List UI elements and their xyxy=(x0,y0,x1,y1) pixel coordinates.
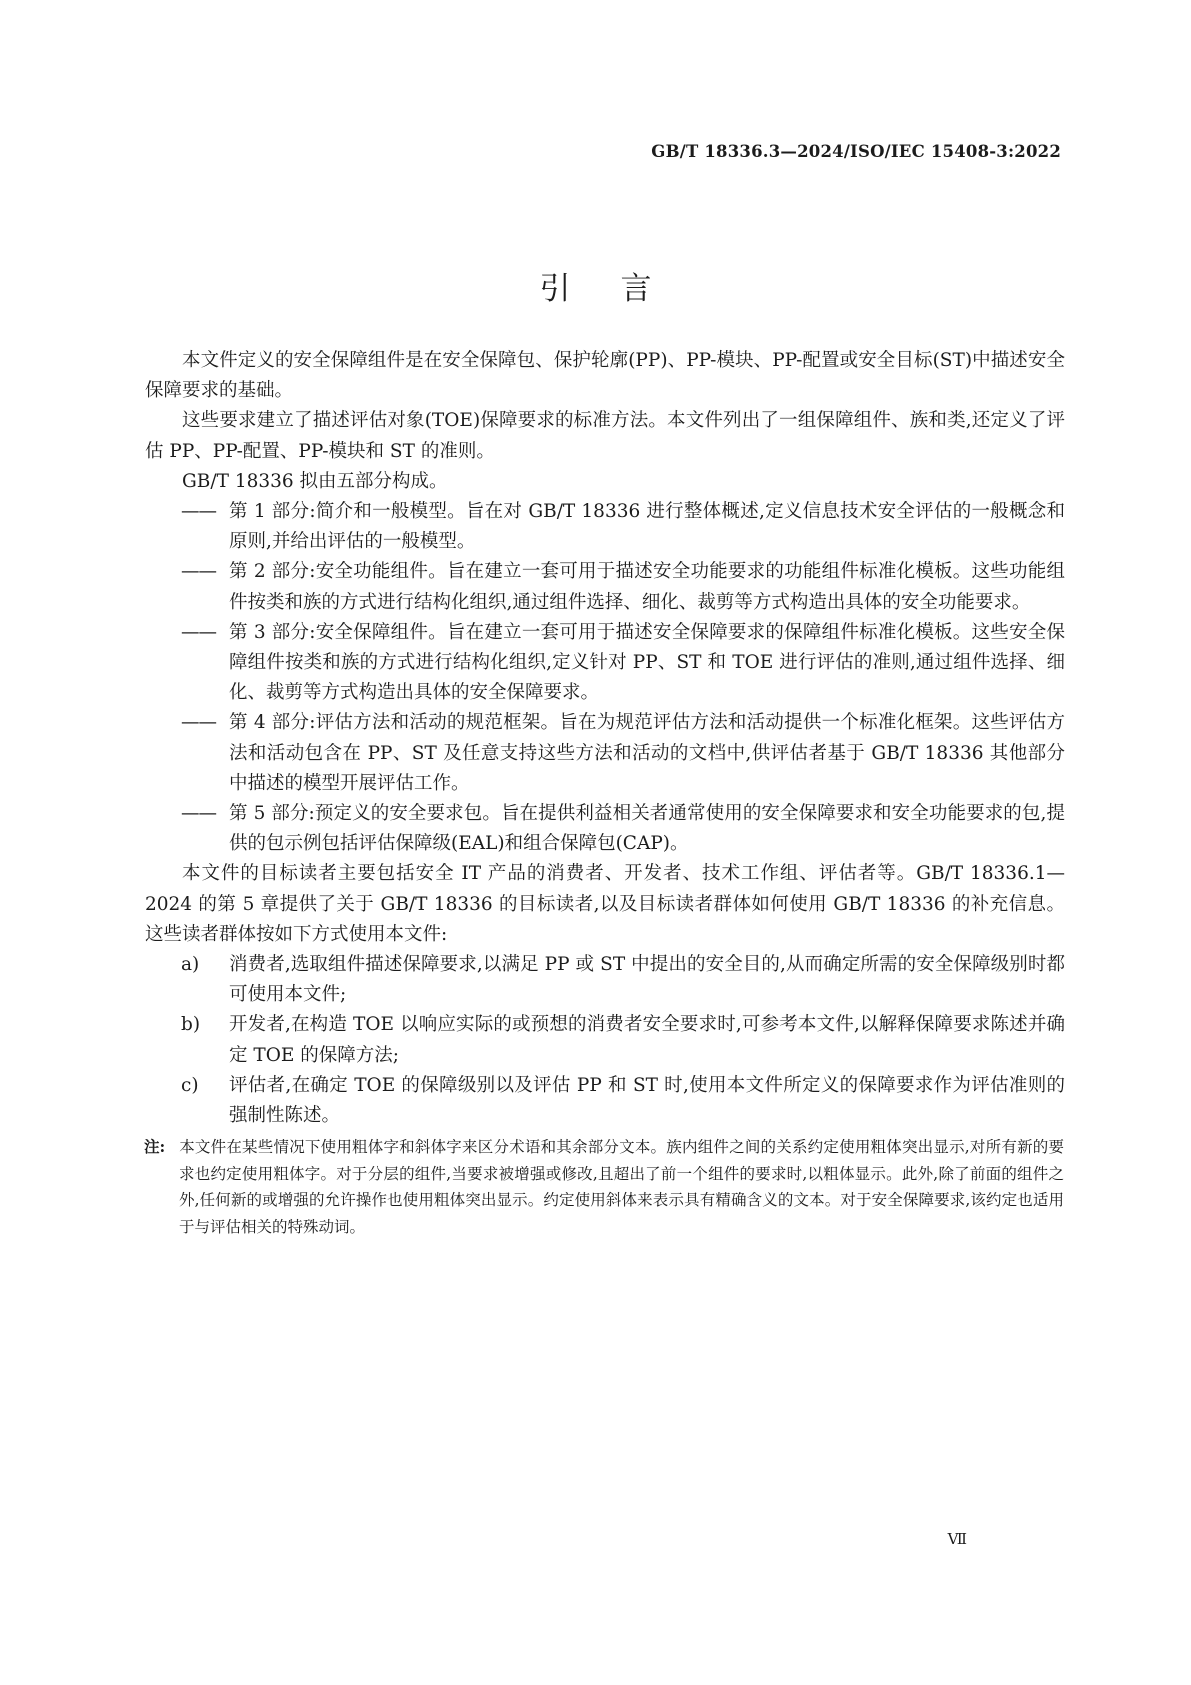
list-item-text: 第 5 部分:预定义的安全要求包。旨在提供利益相关者通常使用的安全保障要求和安全功能要求的包,提供的包示例包括评估保障级(EAL)和组合保障包(CAP)。 xyxy=(229,803,1065,855)
introduction-body xyxy=(145,346,1065,1131)
paragraph-intro-1: 本文件定义的安全保障组件是在安全保障包、保护轮廓(PP)、PP-模块、PP-配置或安全目标(ST)中描述安全保障要求的基础。 xyxy=(145,350,1065,402)
note-block xyxy=(144,1134,1064,1240)
list-marker: b) xyxy=(181,1014,201,1036)
note-text: 本文件在某些情况下使用粗体字和斜体字来区分术语和其余部分文本。族内组件之间的关系约定使用粗体突出显示,对所有新的要求也约定使用粗体字。对于分层的组件,当要求被增强或修改,且超出了前一个组件的要求时,以粗体显示。此外,除了前面的组件之外,任何新的或增强的允许操作也使用粗体突出显示。约定使用斜体来表示具有精确含义的文本。对于安全保障要求,该约定也适用于与评估相关的特殊动词。 xyxy=(179,1138,1064,1236)
list-item xyxy=(145,497,1065,557)
dash-marker: —— xyxy=(181,501,216,523)
list-item-text: 第 4 部分:评估方法和活动的规范框架。旨在为规范评估方法和活动提供一个标准化框架。这些评估方法和活动包含在 PP、ST 及任意支持这些方法和活动的文档中,供评估者基于 GB/T 18336 其他部分中描述的模型开展评估工作。 xyxy=(229,712,1065,794)
dash-marker: —— xyxy=(181,561,216,583)
page-number: Ⅶ xyxy=(947,1530,967,1548)
note-label: 注: xyxy=(144,1137,166,1156)
paragraph-intro-2: 这些要求建立了描述评估对象(TOE)保障要求的标准方法。本文件列出了一组保障组件、族和类,还定义了评估 PP、PP-配置、PP-模块和 ST 的准则。 xyxy=(145,410,1065,462)
list-item xyxy=(145,557,1065,617)
audience-list xyxy=(145,950,1065,1131)
list-item-text: 第 2 部分:安全功能组件。旨在建立一套可用于描述安全功能要求的功能组件标准化模板。这些功能组件按类和族的方式进行结构化组织,通过组件选择、细化、裁剪等方式构造出具体的安全功能要求。 xyxy=(229,561,1065,613)
dash-marker: —— xyxy=(181,803,216,825)
list-marker: c) xyxy=(181,1074,199,1096)
list-item xyxy=(145,1071,1065,1131)
list-item-text: 第 3 部分:安全保障组件。旨在建立一套可用于描述安全保障要求的保障组件标准化模板。这些安全保障组件按类和族的方式进行结构化组织,定义针对 PP、ST 和 TOE 进行评估的准则,通过组件选择、细化、裁剪等方式构造出具体的安全保障要求。 xyxy=(229,621,1065,704)
paragraph-intro-3: GB/T 18336 拟由五部分构成。 xyxy=(182,470,448,492)
list-item xyxy=(145,950,1065,1010)
page-title: 引言 xyxy=(539,270,702,307)
standard-number-header: GB/T 18336.3—2024/ISO/IEC 15408-3:2022 xyxy=(651,142,1061,161)
dash-marker: —— xyxy=(181,621,216,643)
list-item xyxy=(145,1010,1065,1070)
list-item xyxy=(145,618,1065,709)
parts-list xyxy=(145,497,1065,859)
list-item-text: 消费者,选取组件描述保障要求,以满足 PP 或 ST 中提出的安全目的,从而确定所需的安全保障级别时都可使用本文件; xyxy=(229,954,1065,1006)
list-item-text: 第 1 部分:简介和一般模型。旨在对 GB/T 18336 进行整体概述,定义信息技术安全评估的一般概念和原则,并给出评估的一般模型。 xyxy=(229,501,1065,553)
list-item-text: 评估者,在确定 TOE 的保障级别以及评估 PP 和 ST 时,使用本文件所定义的保障要求作为评估准则的强制性陈述。 xyxy=(229,1074,1065,1127)
list-marker: a) xyxy=(181,954,200,976)
list-item xyxy=(145,799,1065,859)
paragraph-intro-4: 本文件的目标读者主要包括安全 IT 产品的消费者、开发者、技术工作组、评估者等。GB/T 18336.1—2024 的第 5 章提供了关于 GB/T 18336 的目标读者,以及目标读者群体如何使用 GB/T 18336 的补充信息。这些读者群体按如下方式使用本文件: xyxy=(145,863,1065,945)
list-item-text: 开发者,在构造 TOE 以响应实际的或预想的消费者安全要求时,可参考本文件,以解释保障要求陈述并确定 TOE 的保障方法; xyxy=(229,1014,1065,1066)
list-item xyxy=(145,708,1065,799)
dash-marker: —— xyxy=(181,712,216,734)
